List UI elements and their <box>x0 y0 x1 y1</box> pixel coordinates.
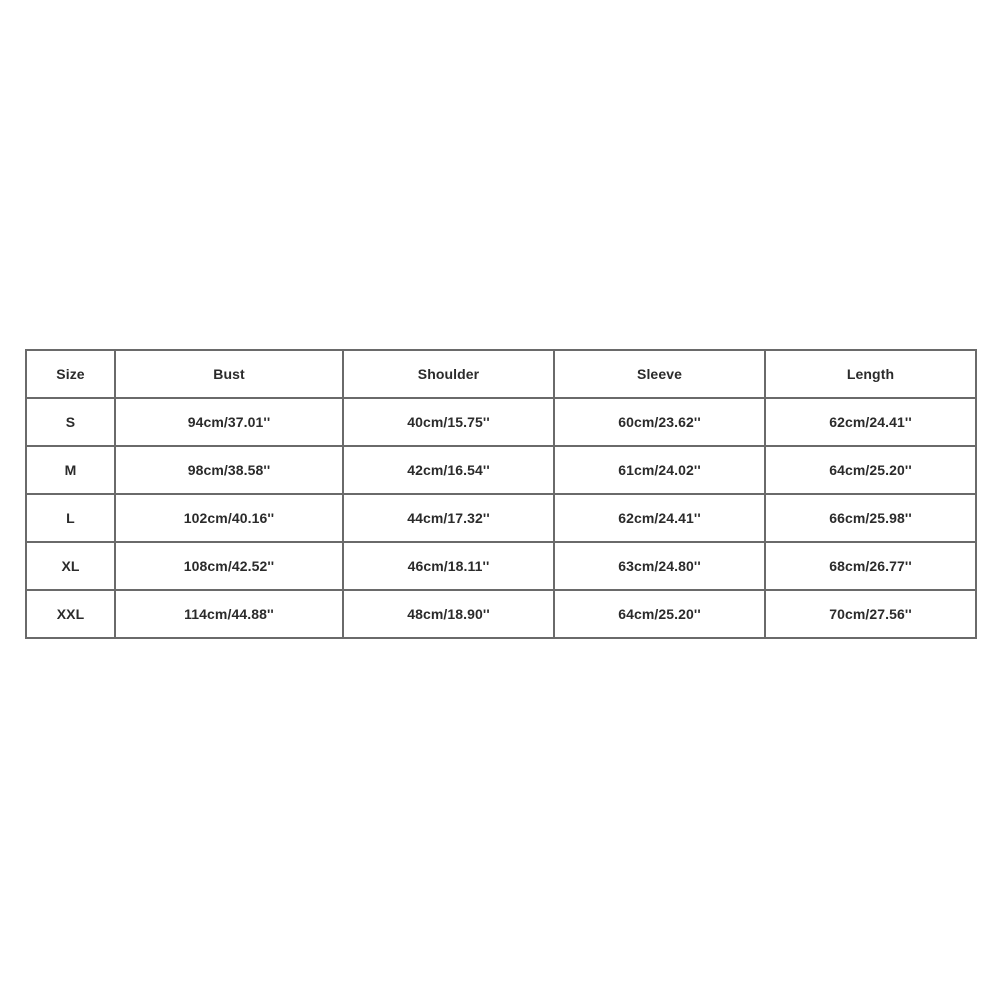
cell-bust: 114cm/44.88'' <box>115 590 343 638</box>
cell-sleeve: 63cm/24.80'' <box>554 542 765 590</box>
cell-size: S <box>26 398 115 446</box>
cell-shoulder: 42cm/16.54'' <box>343 446 554 494</box>
cell-size: L <box>26 494 115 542</box>
cell-size: XXL <box>26 590 115 638</box>
table-row <box>26 542 976 590</box>
cell-bust: 102cm/40.16'' <box>115 494 343 542</box>
cell-length: 62cm/24.41'' <box>765 398 976 446</box>
cell-bust: 94cm/37.01'' <box>115 398 343 446</box>
table-row <box>26 494 976 542</box>
cell-bust: 98cm/38.58'' <box>115 446 343 494</box>
cell-shoulder: 44cm/17.32'' <box>343 494 554 542</box>
header-size: Size <box>26 350 115 398</box>
header-length: Length <box>765 350 976 398</box>
cell-length: 68cm/26.77'' <box>765 542 976 590</box>
cell-sleeve: 60cm/23.62'' <box>554 398 765 446</box>
header-shoulder: Shoulder <box>343 350 554 398</box>
table-row <box>26 590 976 638</box>
cell-length: 66cm/25.98'' <box>765 494 976 542</box>
cell-size: M <box>26 446 115 494</box>
cell-sleeve: 62cm/24.41'' <box>554 494 765 542</box>
header-bust: Bust <box>115 350 343 398</box>
cell-length: 70cm/27.56'' <box>765 590 976 638</box>
cell-sleeve: 61cm/24.02'' <box>554 446 765 494</box>
cell-shoulder: 46cm/18.11'' <box>343 542 554 590</box>
table-header-row <box>26 350 976 398</box>
size-chart-table <box>25 349 977 639</box>
cell-bust: 108cm/42.52'' <box>115 542 343 590</box>
cell-shoulder: 48cm/18.90'' <box>343 590 554 638</box>
table-row <box>26 446 976 494</box>
cell-sleeve: 64cm/25.20'' <box>554 590 765 638</box>
cell-shoulder: 40cm/15.75'' <box>343 398 554 446</box>
cell-length: 64cm/25.20'' <box>765 446 976 494</box>
table-row <box>26 398 976 446</box>
cell-size: XL <box>26 542 115 590</box>
header-sleeve: Sleeve <box>554 350 765 398</box>
